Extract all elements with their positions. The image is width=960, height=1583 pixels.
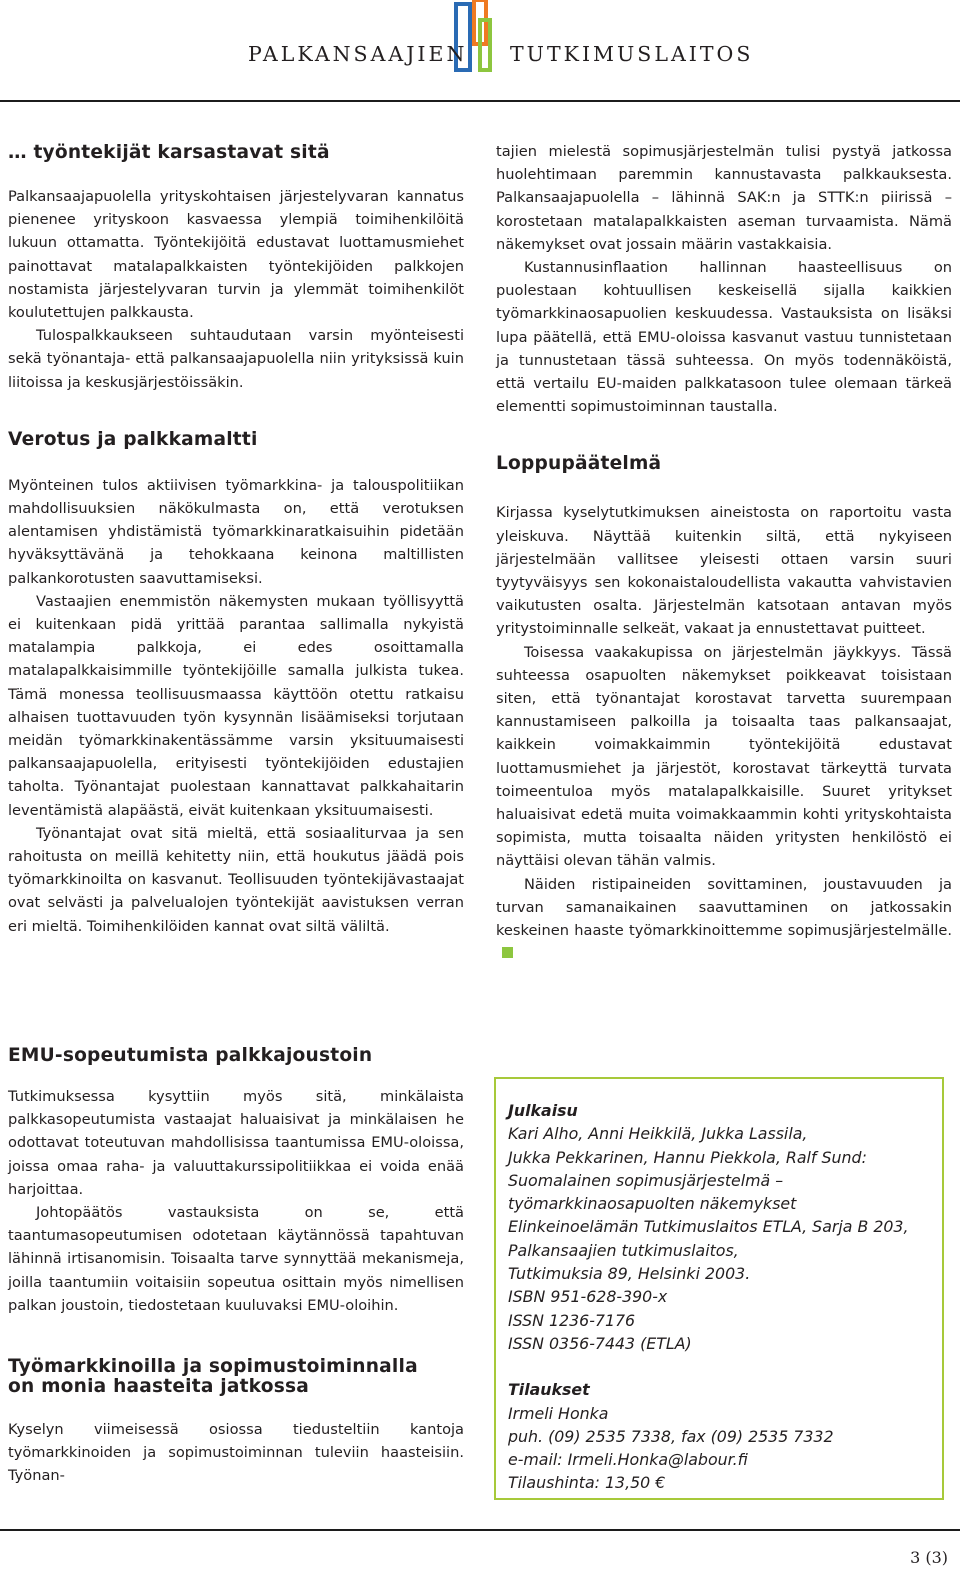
- publication-line: Tutkimuksia 89, Helsinki 2003.: [508, 1264, 751, 1284]
- paragraph: Johtopäätös vastauksista on se, että taantumasopeutumisen odotetaan käytännössä tapahtuvan lähinnä irtisanomisin. Toisaalta tarve synnyttää mekanismeja, joilla taantumiin voitaisiin sopeutua osittain myös nimellisen palkan joustoin, tiedostetaan kuuluvaksi EMU-oloihin.: [8, 1204, 464, 1314]
- orders-line: Tilaushinta: 13,50 €: [508, 1473, 666, 1493]
- section-heading: Työmarkkinoilla ja sopimustoiminnalla on monia haasteita jatkossa: [8, 1356, 418, 1398]
- paragraph: Kustannusinflaation hallinnan haasteellisuus on puolestaan kohtuullisen keskeisellä sijalla kaikkien työmarkkinaosapuolien keskuudessa. Vastauksista on lisäksi lupa päätellä, että EMU-oloissa kasvanut vastuu tunnistetaan ja tunnustetaan tässä suhteessa. On myös todennäköistä, että vertailu EU-maiden palkkatasoon tulee olemaan tärkeä elementti sopimustoiminnan taustalla.: [496, 259, 952, 416]
- publication-heading: Julkaisu: [508, 1101, 578, 1120]
- right-column: [496, 130, 952, 966]
- section-heading: Verotus ja palkkamaltti: [8, 428, 258, 450]
- section-heading: EMU-sopeutumista palkkajoustoin: [8, 1045, 373, 1066]
- publication-line: ISSN 0356-7443 (ETLA): [508, 1333, 692, 1353]
- publication-line: Suomalainen sopimusjärjestelmä –: [508, 1170, 784, 1190]
- paragraph: Vastaajien enemmistön näkemysten mukaan työllisyyttä ei kuitenkaan pidä yrittää parantaa sallimalla nykyistä matalampia palkkoja, ei edes osoittamalla matalapalkkaisimmille työntekijöille samalla julkista tukea. Tämä monessa teollisuusmaassa käyttöön otettu ratkaisu alhaisen tuottavuuden työn kysynnän lisäämiseksi torjutaan meidän työmarkkinakentässämme varsin yksituumaisesti palkansaajapuolella, erityisesti työntekijöiden edustajien taholta. Työnantajat puolestaan kannattavat palkkahaitarin leventämistä alapäästä, eivät kuitenkaan yksituumaisesti.: [8, 592, 464, 819]
- publication-line: työmarkkinaosapuolten näkemykset: [508, 1194, 797, 1214]
- header-divider: [0, 100, 960, 102]
- paragraph-text: Näiden ristipaineiden sovittaminen, joustavuuden ja turvan samanaikainen saavuttaminen on jatkossakin keskeinen haaste työmarkkinoittemme sopimusjärjestelmälle.: [496, 875, 952, 940]
- footer-divider: [0, 1529, 960, 1531]
- publication-line: Palkansaajien tutkimuslaitos,: [508, 1240, 739, 1260]
- paragraph: Myönteinen tulos aktiivisen työmarkkina- ja talouspolitiikan mahdollisuuksien näkökulmasta on, että verotuksen alentamisen yhdistämistä työmarkkinaratkaisuihin pidetään hyväksyttävänä ja tehokkaana keinona maltillisten palkankorotusten saavuttamiseksi.: [8, 476, 464, 587]
- paragraph: Tulospalkkaukseen suhtaudutaan varsin myönteisesti sekä työnantaja- että palkansaajapuolella niin yrityksissä kuin liitoissa ja keskusjärjestöissäkin.: [8, 327, 464, 391]
- orders-heading: Tilaukset: [508, 1380, 590, 1400]
- org-name-left: PALKANSAAJIEN: [248, 42, 468, 66]
- section-heading: … työntekijät karsastavat sitä: [8, 142, 330, 163]
- paragraph: Kirjassa kyselytutkimuksen aineistosta on raportoitu vasta yleiskuva. Näyttää kuitenkin siltä, että nykyiseen järjestelmään vallitsee yleisesti ottaen varsin suuri tyytyväisyys sen kokonaistaloudellista vakautta vahvistavien vaikutusten osalta. Järjestelmän katsotaan antavan myös yritystoiminnalle selkeät, vakaat ja ennustettavat puitteet.: [496, 504, 952, 638]
- publication-line: Kari Alho, Anni Heikkilä, Jukka Lassila,: [508, 1124, 808, 1144]
- left-column: [8, 130, 464, 938]
- publication-line: Elinkeinoelämän Tutkimuslaitos ETLA, Sarja B 203,: [508, 1217, 909, 1237]
- paragraph: Tutkimuksessa kysyttiin myös sitä, minkälaista palkkasopeutumista vastaajat haluaisivat ja minkälaisen he odottavat toteutuvan mahdollisissa taantumissa EMU-oloissa, joissa omaa raha- ja valuuttakurssipolitiikkaa ei voida enää harjoittaa.: [8, 1088, 464, 1198]
- publication-info-box: [494, 1077, 944, 1500]
- paragraph: Toisessa vaakakupissa on järjestelmän jäykkyys. Tässä suhteessa osapuolten näkemykset poikkeavat toisistaan siten, että työnantajat korostavat tarvetta suurempaan kannustamiseen palkoilla ja toisaalta taas palkansaajat, kaikkein voimakkaimmin työntekijöitä edustavat luottamusmiehet ja järjestöt, korostavat tärkeyttä turvata toimeentuloa myös matalapalkkaisille. Suuret yritykset haluaisivat edetä muita voimakkaammin kohti yrityskohtaista sopimista, mutta toisaalta näiden yritysten henkilöstö ei näyttäisi olevan tähän valmis.: [496, 643, 952, 870]
- paragraph: [496, 873, 952, 966]
- orders-line: Irmeli Honka: [508, 1403, 609, 1423]
- paragraph: Palkansaajapuolella yrityskohtaisen järjestelyvaran kannatus pienenee yrityskoon kasvaessa ylempiä toimihenkilöitä lukuun ottamatta. Työntekijöitä edustavat luottamusmiehet painottavat matalapalkkaisten työntekijöiden palkkojen nostamista järjestelyvaran turvin ja ylemmät toimihenkilöt koulutettujen palkkausta.: [8, 188, 464, 322]
- publication-line: ISBN 951-628-390-x: [508, 1287, 668, 1307]
- section-heading: Loppupäätelmä: [496, 453, 662, 475]
- org-name-right: TUTKIMUSLAITOS: [510, 42, 754, 66]
- orders-line: puh. (09) 2535 7338, fax (09) 2535 7332: [508, 1426, 834, 1446]
- paragraph: tajien mielestä sopimusjärjestelmän tulisi pystyä jatkossa huolehtimaan paremmin kannustavasta palkkauksesta. Palkansaajapuolella – lähinnä SAK:n ja STTK:n piirissä – korostetaan matalapalkkaisten aseman turvaamista. Nämä näkemykset ovat jossain määrin vastakkaisia.: [496, 143, 952, 253]
- paragraph: Kyselyn viimeisessä osiossa tiedusteltiin kantoja työmarkkinoiden ja sopimustoiminnan tuleviin haasteisiin. Työnan-: [8, 1421, 464, 1485]
- orders-line: e-mail: Irmeli.Honka@labour.fi: [508, 1450, 748, 1470]
- end-of-article-square-icon: [502, 947, 513, 958]
- publication-line: ISSN 1236-7176: [508, 1310, 636, 1330]
- page-header: [0, 0, 960, 100]
- page-number: 3 (3): [910, 1548, 948, 1567]
- bottom-left-column: [8, 1045, 464, 1488]
- publication-line: Jukka Pekkarinen, Hannu Piekkola, Ralf Sund:: [508, 1147, 867, 1167]
- paragraph: Työnantajat ovat sitä mieltä, että sosiaaliturvaa ja sen rahoitusta on meillä kehitetty niin, että houkutus jäädä pois työmarkkinoilta on kasvanut. Teollisuuden työntekijävastaajat ovat selvästi ja palvelualojen työntekijät aavistuksen verran eri mieltä. Toimihenkilöiden kannat ovat siltä väliltä.: [8, 824, 464, 935]
